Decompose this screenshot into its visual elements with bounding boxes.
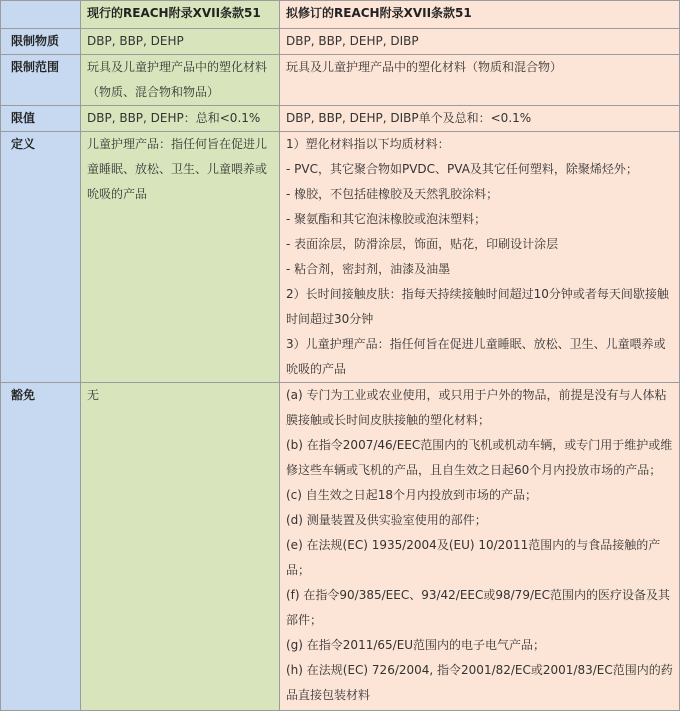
exemption-item: (h) 在法规(EC) 726/2004, 指令2001/82/EC或2001/83/EC范围内的药品直接包装材料 <box>286 663 673 702</box>
header-current-regulation: 现行的REACH附录XVII条款51 <box>81 1 280 29</box>
definition-line: 2）长时间接触皮肤：指每天持续接触时间超过10分钟或者每天间歇接触时间超过30分钟 <box>286 287 669 326</box>
proposed-scope-cell: 玩具及儿童护理产品中的塑化材料（物质和混合物） <box>280 55 680 106</box>
table-row-exemption <box>1 383 680 711</box>
table-row-limit <box>1 106 680 132</box>
exemption-item: (a) 专门为工业或农业使用，或只用于户外的物品，前提是没有与人体粘膜接触或长时间皮肤接触的塑化材料； <box>286 388 667 427</box>
definition-line: - 橡胶，不包括硅橡胶及天然乳胶涂料； <box>286 187 499 201</box>
exemption-item: (f) 在指令90/385/EEC、93/42/EEC或98/79/EC范围内的医疗设备及其部件； <box>286 588 670 627</box>
definition-line: - 聚氨酯和其它泡沫橡胶或泡沫塑料； <box>286 212 487 226</box>
definition-line: - PVC，其它聚合物如PVDC、PVA及其它任何塑料，除聚烯烃外； <box>286 162 638 176</box>
exemption-item: (c) 自生效之日起18个月内投放到市场的产品； <box>286 488 538 502</box>
row-label-substances: 限制物质 <box>1 29 81 55</box>
header-proposed-regulation: 拟修订的REACH附录XVII条款51 <box>280 1 680 29</box>
definition-line: 3）儿童护理产品：指任何旨在促进儿童睡眠、放松、卫生、儿童喂养或吮吸的产品 <box>286 337 666 376</box>
table-header-row <box>1 1 680 29</box>
table-row-substances <box>1 29 680 55</box>
exemption-item: (e) 在法规(EC) 1935/2004及(EU) 10/2011范围内的与食品接触的产品； <box>286 538 661 577</box>
current-exemption-cell: 无 <box>81 383 280 711</box>
row-label-definition: 定义 <box>1 132 81 383</box>
row-label-scope: 限制范围 <box>1 55 81 106</box>
table-row-scope <box>1 55 680 106</box>
definition-line: - 粘合剂，密封剂，油漆及油墨 <box>286 262 451 276</box>
exemption-item: (g) 在指令2011/65/EU范围内的电子电气产品； <box>286 638 546 652</box>
proposed-definition-cell <box>280 132 680 383</box>
definition-line: 1）塑化材料指以下均质材料： <box>286 137 450 151</box>
current-limit-cell: DBP, BBP, DEHP：总和<0.1% <box>81 106 280 132</box>
current-substances-cell: DBP, BBP, DEHP <box>81 29 280 55</box>
proposed-limit-cell: DBP, BBP, DEHP, DIBP单个及总和：<0.1% <box>280 106 680 132</box>
proposed-exemption-cell <box>280 383 680 711</box>
row-label-exemption: 豁免 <box>1 383 81 711</box>
exemption-item: (d) 测量装置及供实验室使用的部件； <box>286 513 487 527</box>
proposed-substances-cell: DBP, BBP, DEHP, DIBP <box>280 29 680 55</box>
table-row-definition <box>1 132 680 383</box>
current-scope-cell: 玩具及儿童护理产品中的塑化材料（物质、混合物和物品） <box>81 55 280 106</box>
definition-line: - 表面涂层，防滑涂层，饰面，贴花，印刷设计涂层 <box>286 237 559 251</box>
row-label-limit: 限值 <box>1 106 81 132</box>
header-corner-cell <box>1 1 81 29</box>
current-definition-cell: 儿童护理产品：指任何旨在促进儿童睡眠、放松、卫生、儿童喂养或吮吸的产品 <box>81 132 280 383</box>
exemption-item: (b) 在指令2007/46/EEC范围内的飞机或机动车辆，或专门用于维护或维修这些车辆或飞机的产品，且自生效之日起60个月内投放市场的产品； <box>286 438 673 477</box>
